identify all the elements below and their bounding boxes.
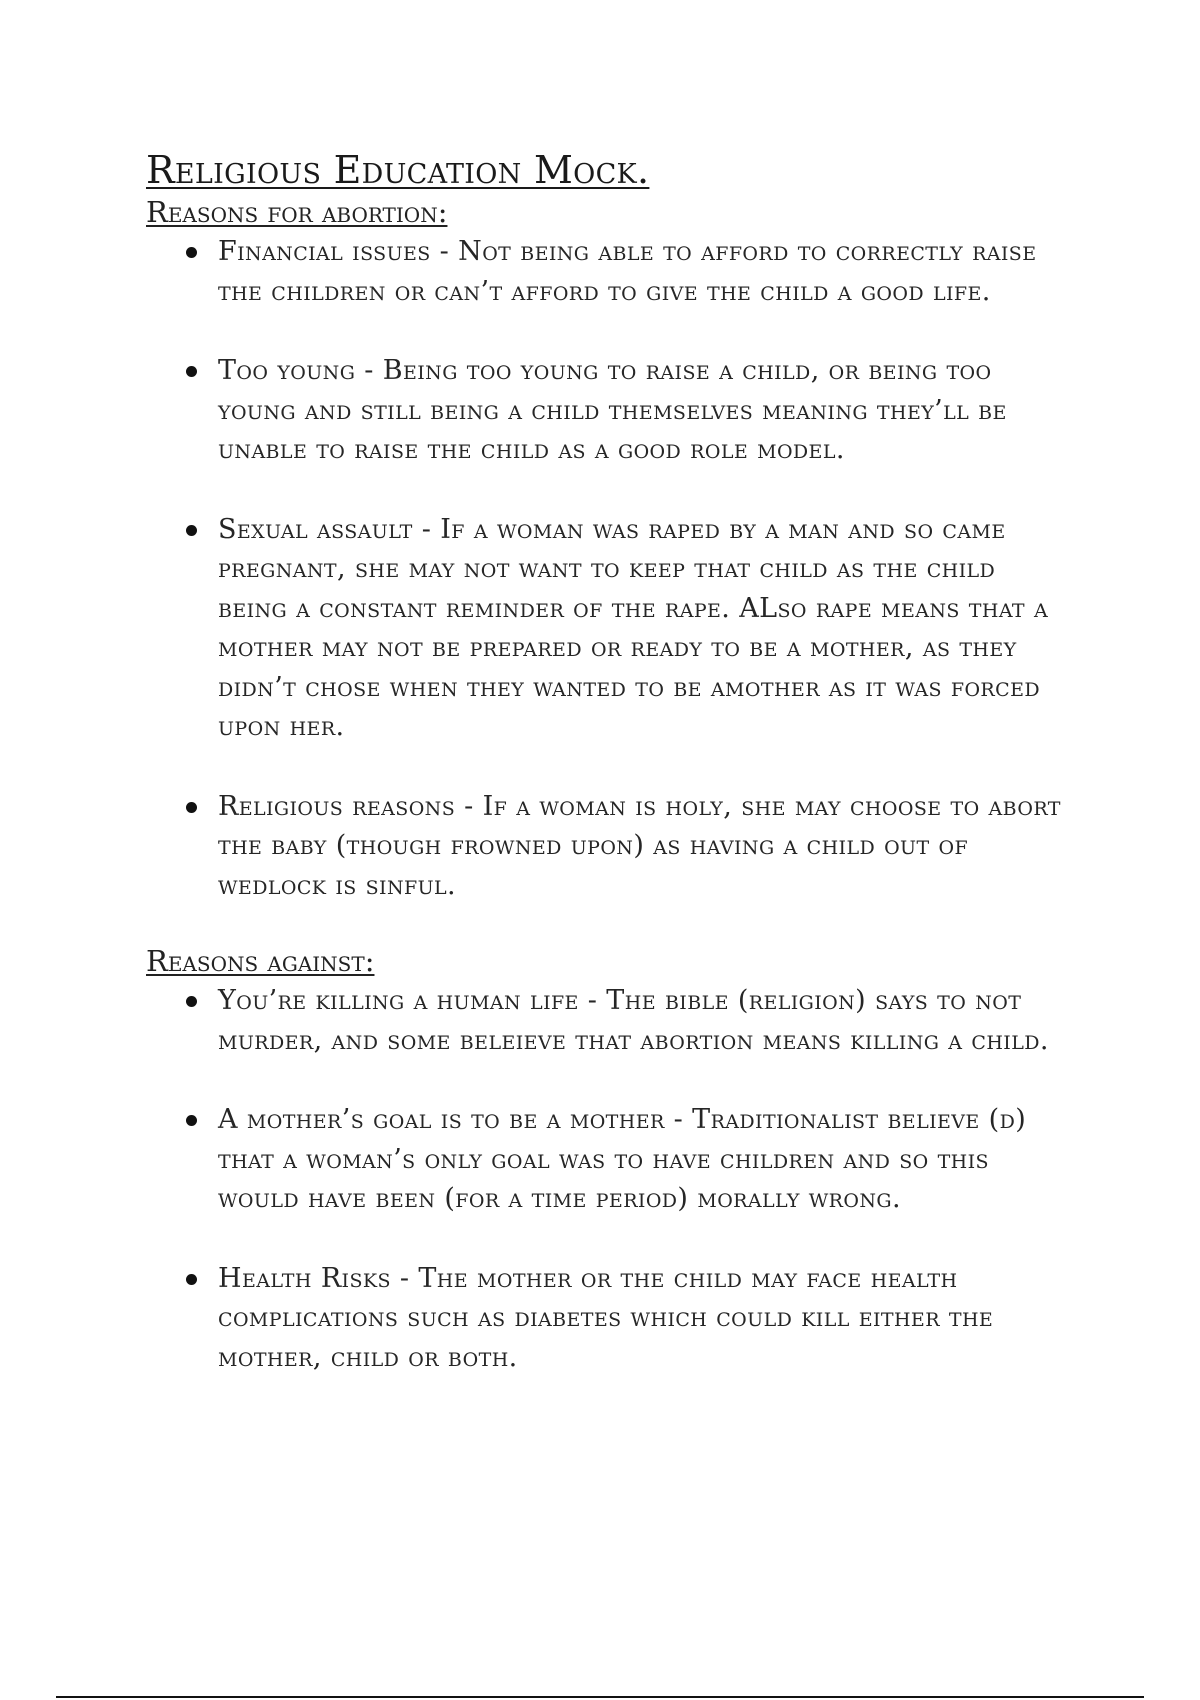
- bullet-icon: [186, 1115, 197, 1126]
- footer-divider: [56, 1696, 1144, 1698]
- reasons-for-list: [146, 232, 1066, 905]
- list-item-text: You’re killing a human life - The bible (religion) says to not murder, and some beleieve that abortion means killing a child.: [218, 985, 1049, 1056]
- list-item-text: Health Risks - The mother or the child may face health complications such as diabetes which could kill either the mother, child or both.: [218, 1262, 994, 1373]
- bullet-icon: [186, 366, 197, 377]
- list-item-text: Too young - Being too young to raise a child, or being too young and still being a child themselves meaning they’ll be unable to raise the child as a good role model.: [218, 355, 1007, 465]
- list-item: [146, 1100, 1066, 1219]
- bullet-icon: [186, 996, 197, 1007]
- list-item: [146, 1259, 1066, 1378]
- bullet-icon: [186, 1274, 197, 1285]
- list-item-text: Religious reasons - If a woman is holy, she may choose to abort the baby (though frowned upon) as having a child out of wedlock is sinful.: [218, 790, 1061, 901]
- section-heading-reasons-for: Reasons for abortion:: [146, 195, 448, 229]
- bullet-icon: [186, 525, 197, 536]
- list-item-text: Sexual assault - If a woman was raped by a man and so came pregnant, she may not want to keep that child as the child being a constant reminder of the rape. ALso rape means that a mother may not be prepared or ready to be a mother, as they didn’t chose when they wanted to be amother as it was forced upon her.: [218, 513, 1049, 742]
- list-item: [146, 787, 1066, 906]
- list-item-text: A mother’s goal is to be a mother - Traditionalist believe (d) that a woman’s only goal was to have children and so this would have been (for a time period) morally wrong.: [218, 1104, 1027, 1214]
- list-item: [146, 510, 1066, 747]
- list-item-text: Financial issues - Not being able to afford to correctly raise the children or can’t afford to give the child a good life.: [218, 236, 1037, 307]
- document-title: Religious Education Mock.: [146, 148, 650, 192]
- list-item: [146, 981, 1066, 1060]
- list-item: [146, 232, 1066, 311]
- list-item: [146, 351, 1066, 470]
- document-content: [146, 148, 1066, 1377]
- bullet-icon: [186, 247, 197, 258]
- section-heading-reasons-against: Reasons against:: [146, 944, 375, 978]
- reasons-against-list: [146, 981, 1066, 1377]
- bullet-icon: [186, 802, 197, 813]
